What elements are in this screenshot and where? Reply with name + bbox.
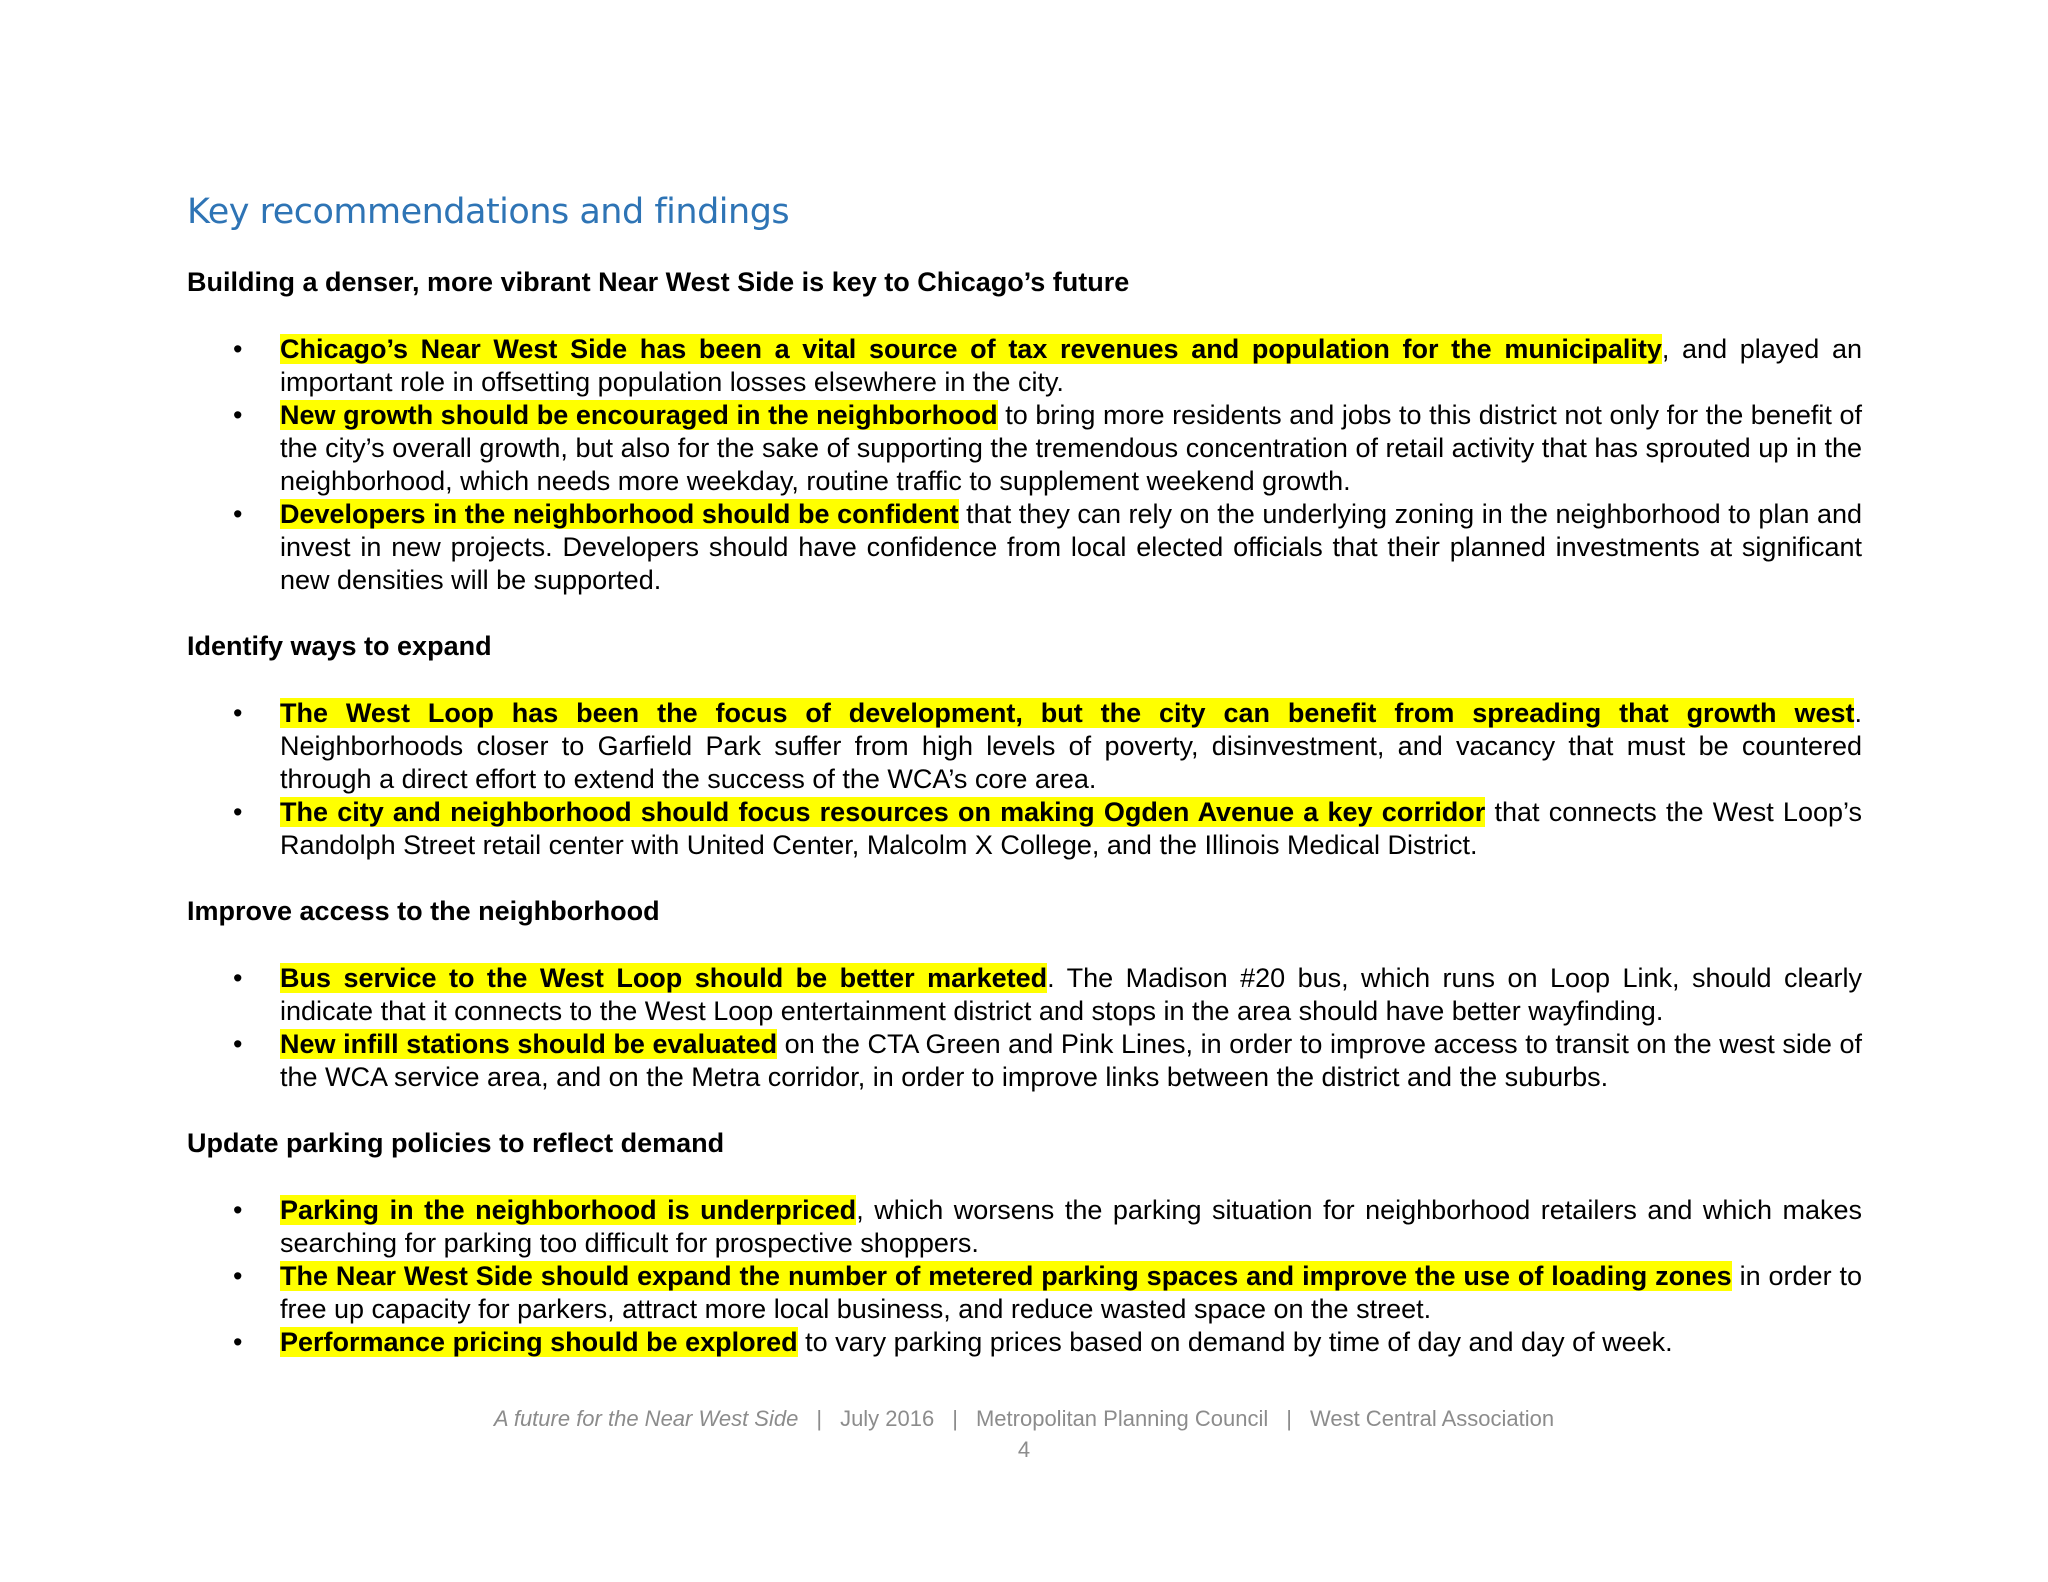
bullet-item <box>187 962 1862 1028</box>
bullet-list <box>187 1194 1862 1359</box>
page-footer <box>0 1403 2048 1465</box>
bullet-text: to vary parking prices based on demand by time of day and day of week. <box>797 1327 1673 1357</box>
highlighted-finding: Chicago’s Near West Side has been a vital source of tax revenues and population for the municipality <box>280 334 1662 364</box>
footer-separator: | <box>1286 1406 1292 1431</box>
section-heading: Building a denser, more vibrant Near West Side is key to Chicago’s future <box>187 267 1130 297</box>
bullet-list <box>187 962 1862 1094</box>
bullet-text: . Neighborhoods closer to Garfield Park suffer from high levels of poverty, disinvestment, and vacancy that must be countered through a direct effort to extend the success of the WCA’s core area. <box>280 698 1862 794</box>
section-heading: Update parking policies to reflect demand <box>187 1128 725 1158</box>
bullet-text: in order to free up capacity for parkers, attract more local business, and reduce wasted space on the street. <box>280 1261 1862 1324</box>
footer-separator: | <box>816 1406 823 1431</box>
page-title: Key recommendations and findings <box>187 192 790 232</box>
section-heading: Improve access to the neighborhood <box>187 896 660 926</box>
bullet-list <box>187 333 1862 597</box>
bullet-item <box>187 399 1862 498</box>
highlighted-finding: The West Loop has been the focus of development, but the city can benefit from spreading that growth west <box>280 698 1855 728</box>
bullet-item <box>187 1194 1862 1260</box>
highlighted-finding: New growth should be encouraged in the neighborhood <box>280 400 998 430</box>
bullet-item <box>187 1028 1862 1094</box>
document-body <box>187 266 1862 1392</box>
bullet-item <box>187 796 1862 862</box>
footer-document-title: A future for the Near West Side <box>493 1406 799 1431</box>
bullet-item <box>187 1326 1862 1359</box>
bullet-text: , and played an important role in offsetting population losses elsewhere in the city. <box>280 334 1863 397</box>
bullet-text: to bring more residents and jobs to this district not only for the benefit of the city’s overall growth, but also for the sake of supporting the tremendous concentration of retail activity that has sprouted up in the neighborhood, which needs more weekday, routine traffic to supplement weekend growth. <box>280 400 1862 496</box>
highlighted-finding: Performance pricing should be explored <box>280 1327 798 1357</box>
highlighted-finding: Developers in the neighborhood should be confident <box>280 499 959 529</box>
bullet-item <box>187 697 1862 796</box>
section-heading: Identify ways to expand <box>187 631 492 661</box>
bullet-list <box>187 697 1862 862</box>
highlighted-finding: The city and neighborhood should focus resources on making Ogden Avenue a key corridor <box>280 797 1486 827</box>
bullet-text: that connects the West Loop’s Randolph Street retail center with United Center, Malcolm X College, and the Illinois Medical District. <box>280 797 1863 860</box>
footer-org-primary: Metropolitan Planning Council <box>975 1406 1269 1431</box>
footer-date: July 2016 <box>840 1406 935 1431</box>
section-update-parking <box>187 1127 1862 1359</box>
page-number: 4 <box>1017 1437 1031 1462</box>
highlighted-finding: Parking in the neighborhood is underpriced <box>280 1195 857 1225</box>
bullet-text: on the CTA Green and Pink Lines, in order to improve access to transit on the west side of the WCA service area, and on the Metra corridor, in order to improve links between the district and the suburbs. <box>280 1029 1862 1092</box>
highlighted-finding: The Near West Side should expand the number of metered parking spaces and improve the use of loading zones <box>280 1261 1732 1291</box>
section-identify-ways <box>187 630 1862 862</box>
footer-org-secondary: West Central Association <box>1309 1406 1555 1431</box>
bullet-item <box>187 1260 1862 1326</box>
footer-separator: | <box>952 1406 958 1431</box>
footer-line <box>0 1403 2048 1434</box>
highlighted-finding: New infill stations should be evaluated <box>280 1029 778 1059</box>
bullet-item <box>187 498 1862 597</box>
bullet-item <box>187 333 1862 399</box>
bullet-text: that they can rely on the underlying zoning in the neighborhood to plan and invest in new projects. Developers should have confidence from local elected officials that their planned investments at significant new densities will be supported. <box>280 499 1863 595</box>
section-building-denser <box>187 266 1862 597</box>
bullet-text: , which worsens the parking situation for neighborhood retailers and which makes searching for parking too difficult for prospective shoppers. <box>280 1195 1863 1258</box>
highlighted-finding: Bus service to the West Loop should be better marketed <box>280 963 1048 993</box>
bullet-text: . The Madison #20 bus, which runs on Loop Link, should clearly indicate that it connects to the West Loop entertainment district and stops in the area should have better wayfinding. <box>280 963 1862 1026</box>
section-improve-access <box>187 895 1862 1094</box>
